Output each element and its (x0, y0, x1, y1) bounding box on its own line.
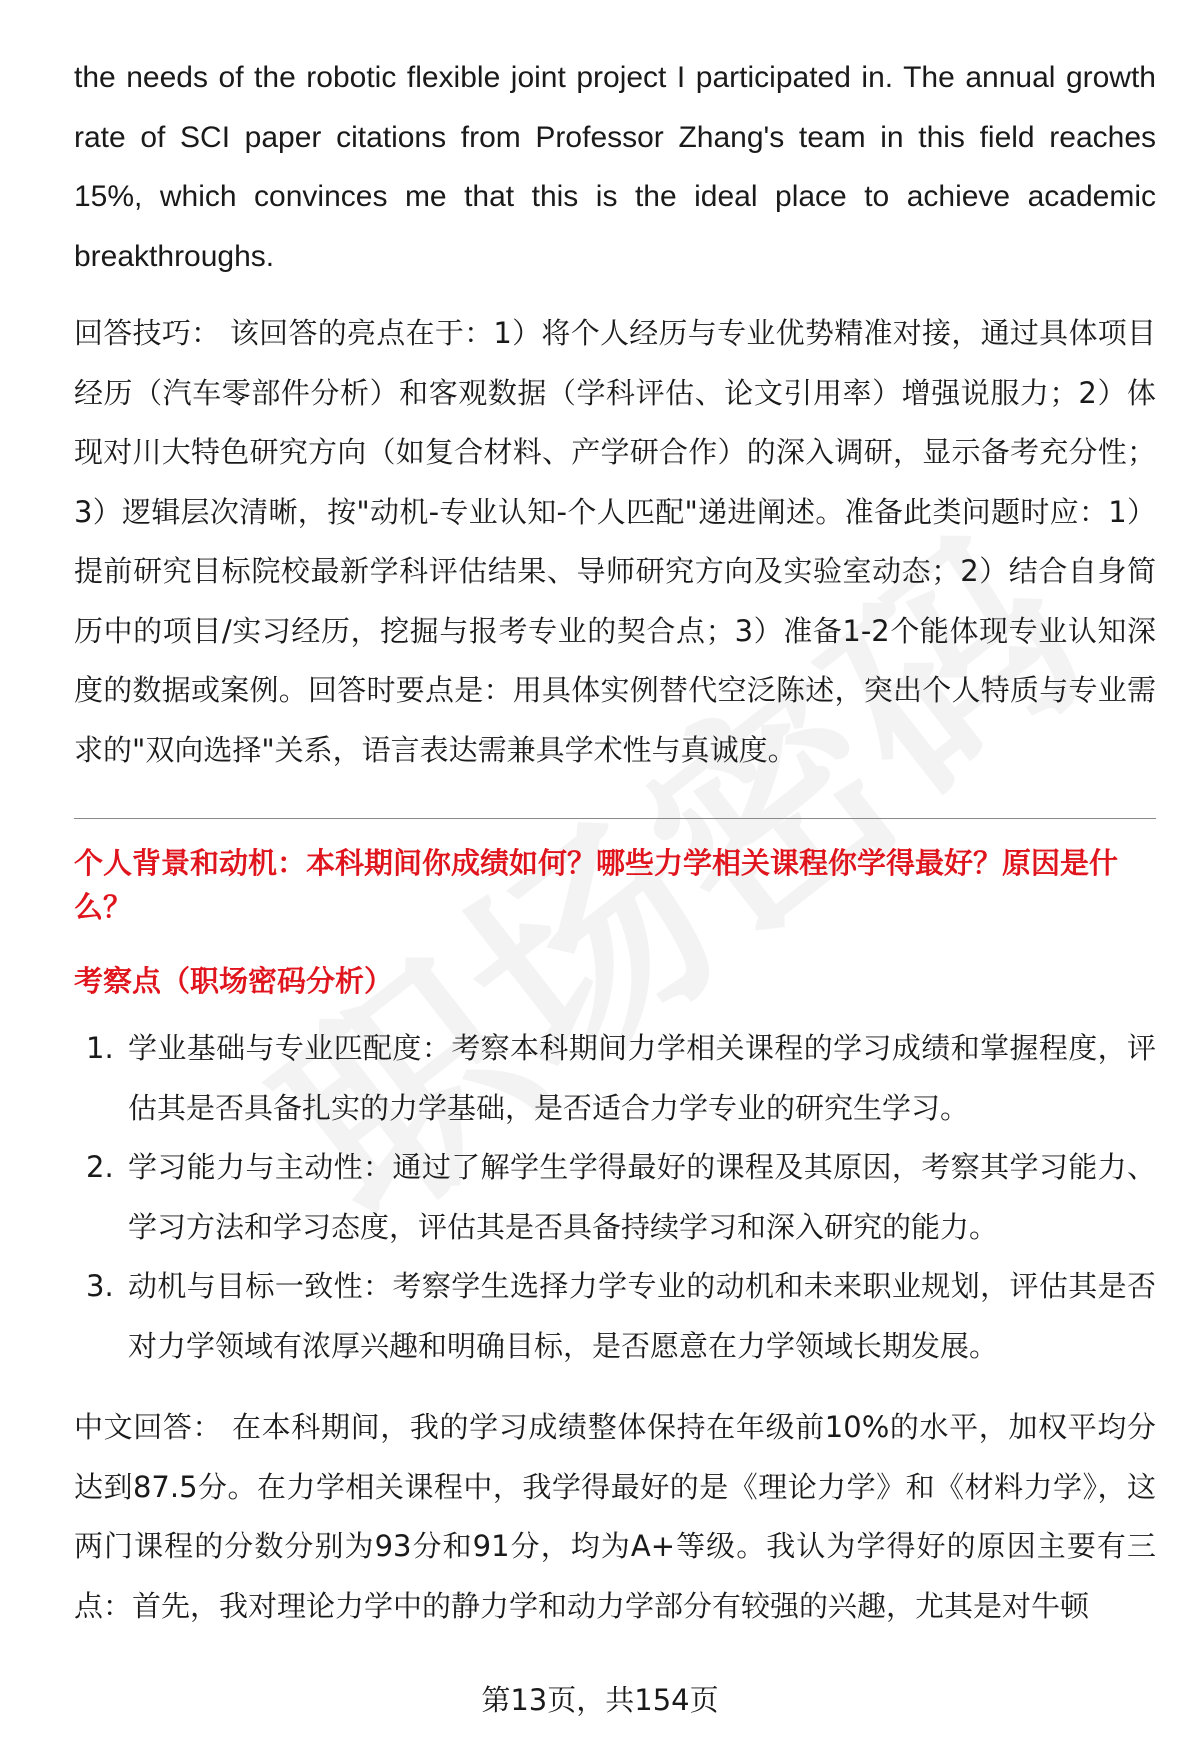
document-page (74, 48, 1156, 1636)
intro-paragraph: the needs of the robotic flexible joint project I participated in. The annual growth rate of SCI paper citations from Professor Zhang's team in this field reaches 15%, which convinces me that this is the ideal place to achieve academic breakthroughs. (74, 61, 1156, 273)
analysis-heading: 考察点（职场密码分析） (74, 964, 394, 998)
question-title: 个人背景和动机：本科期间你成绩如何？哪些力学相关课程你学得最好？原因是什么？ (74, 846, 1119, 924)
list-item-number: 3. (86, 1269, 114, 1303)
list-item-text: 动机与目标一致性：考察学生选择力学专业的动机和未来职业规划，评估其是否对力学领域有浓厚兴趣和明确目标，是否愿意在力学领域长期发展。 (128, 1269, 1156, 1363)
list-item-number: 2. (86, 1150, 114, 1184)
list-item (74, 1138, 1156, 1257)
list-item (74, 1257, 1156, 1376)
tips-paragraph: 回答技巧： 该回答的亮点在于：1）将个人经历与专业优势精准对接，通过具体项目经历（汽车零部件分析）和客观数据（学科评估、论文引用率）增强说服力；2）体现对川大特色研究方向（如复合材料、产学研合作）的深入调研，显示备考充分性；3）逻辑层次清晰，按"动机-专业认知-个人匹配"递进阐述。准备此类问题时应：1）提前研究目标院校最新学科评估结果、导师研究方向及实验室动态；2）结合自身简历中的项目/实习经历，挖掘与报考专业的契合点；3）准备1-2个能体现专业认知深度的数据或案例。回答时要点是：用具体实例替代空泛陈述，突出个人特质与专业需求的"双向选择"关系，语言表达需兼具学术性与真诚度。 (74, 316, 1156, 767)
list-item-number: 1. (86, 1031, 114, 1065)
list-item-text: 学业基础与专业匹配度：考察本科期间力学相关课程的学习成绩和掌握程度，评估其是否具备扎实的力学基础，是否适合力学专业的研究生学习。 (128, 1031, 1156, 1125)
page-footer: 第13页，共154页 (481, 1683, 719, 1717)
answer-paragraph: 中文回答： 在本科期间，我的学习成绩整体保持在年级前10%的水平，加权平均分达到87.5分。在力学相关课程中，我学得最好的是《理论力学》和《材料力学》，这两门课程的分数分别为93分和91分，均为A+等级。我认为学得好的原因主要有三点：首先，我对理论力学中的静力学和动力学部分有较强的兴趣，尤其是对牛顿 (74, 1410, 1156, 1623)
list-item (74, 1019, 1156, 1138)
section-divider (74, 818, 1156, 819)
analysis-points-list (74, 1019, 1156, 1376)
list-item-text: 学习能力与主动性：通过了解学生学得最好的课程及其原因，考察其学习能力、学习方法和学习态度，评估其是否具备持续学习和深入研究的能力。 (128, 1150, 1156, 1244)
